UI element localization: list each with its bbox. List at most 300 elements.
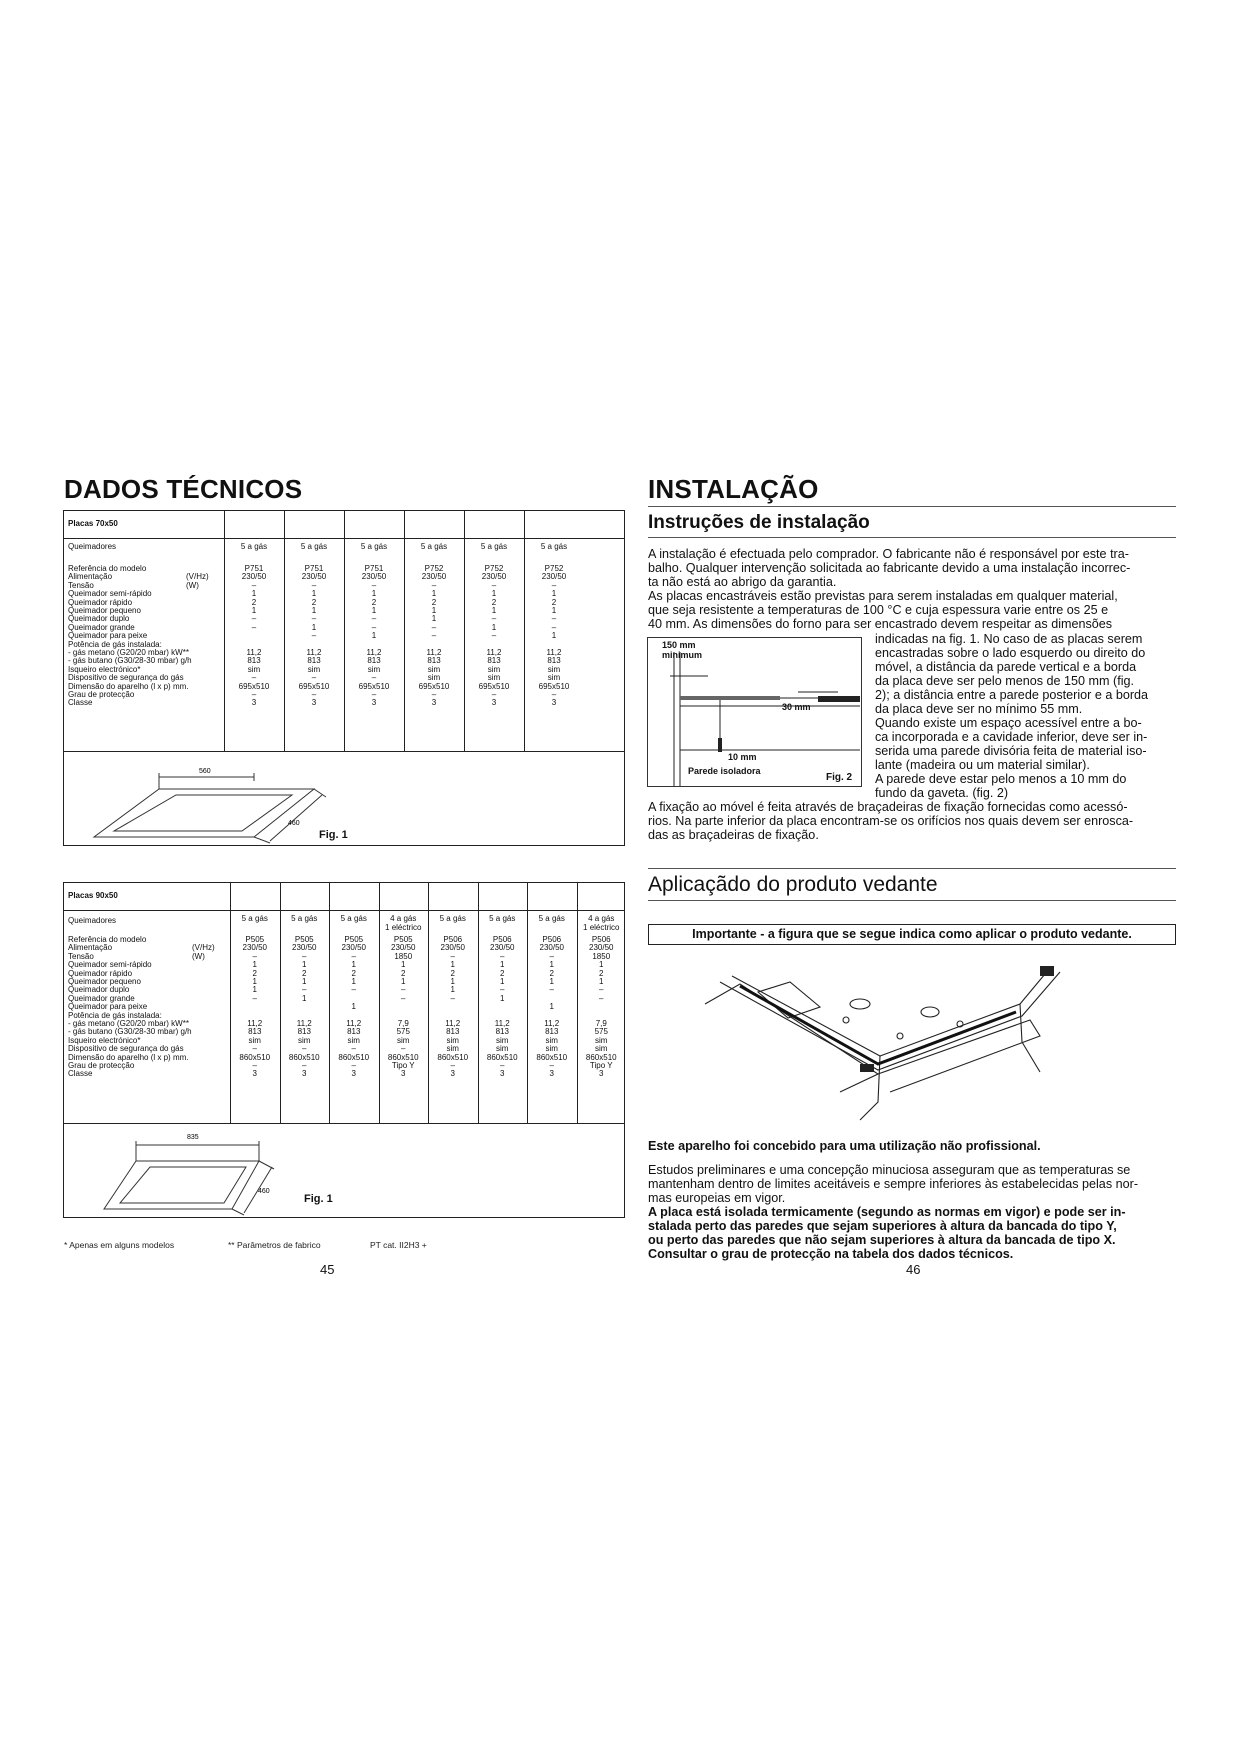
table-cell: 1 [252,977,257,986]
page-number-right: 46 [906,1262,921,1277]
table-cell: sim [427,664,441,674]
row-label: Queimador pequeno [68,606,141,615]
table-cell: – [450,1061,455,1070]
table-cell: 1 [252,960,257,970]
table-cell: 1 [599,960,604,970]
table-cell: 230/50 [490,943,515,953]
table-cell: Tipo Y [391,1061,415,1070]
table-cell: 1 [500,993,505,1003]
table-cell: sim [347,1035,360,1045]
important-note-box: Importante - a figura que se segue indica como aplicar o produto vedante. [648,924,1176,945]
table-cell: P505 [245,935,265,944]
dim-835: 835 [187,1134,199,1141]
page-number-left: 45 [320,1262,335,1277]
table-cell: sim [547,664,561,674]
text-line: Consultar o grau de protecção na tabela dos dados técnicos. [648,1247,1014,1261]
table-cell: 3 [500,1069,505,1079]
text-line: lante (madeira ou um material similar). [875,758,1090,772]
table-cell: 230/50 [361,572,387,582]
table-cell: – [311,614,317,624]
table-cell: 1 [302,993,307,1003]
text-line: Estudos preliminares e uma concepção minuciosa asseguram que as temperaturas se [648,1163,1131,1177]
fig1-label: Fig. 1 [304,1193,333,1205]
table-cell: 230/50 [301,572,327,582]
table-cell: – [351,1044,356,1054]
table-cell: – [252,951,257,961]
fig2-label-30mm: 30 mm [782,702,811,712]
table-cell: 1 [450,985,455,995]
column-header: 5 a gás [241,914,268,923]
table-cell: 230/50 [341,943,366,953]
unit-label: (W) [186,580,199,590]
row-label: Grau de protecção [68,690,135,699]
table-cell: – [252,1044,257,1054]
table-cell: sim [247,664,261,674]
table-cell: P752 [544,564,564,573]
row-label: Queimador grande [68,622,135,632]
table-cell: 3 [551,698,557,708]
table-cell: – [351,951,356,961]
text-line: mantenham dentro de limites aceitáveis e sempre inferiores às estabelecidas pelas nor- [648,1177,1139,1191]
table-cell: – [351,985,356,995]
table-cell: 3 [351,1069,356,1079]
table-cell: – [371,580,377,590]
table-cell: – [500,985,505,995]
table-cell: 230/50 [421,572,447,582]
table-cell: 7,9 [595,1019,607,1028]
unit-label: (V/Hz) [186,572,209,582]
table-cell: 2 [251,597,257,607]
text-line: mas europeias em vigor. [648,1191,786,1205]
text-line: balho. Qualquer intervenção solicitada ao fabricante devido a uma instalação incorrec- [648,561,1131,575]
table-cell: sim [545,1044,558,1054]
table-cell: 2 [371,597,377,607]
table-cell: 230/50 [589,943,614,953]
text-line: serida uma parede divisória feita de material iso- [875,744,1147,758]
table-cell: 1 [311,606,317,615]
table-cell: 575 [396,1027,410,1037]
table-cell: 230/50 [481,572,507,582]
text-line: ou perto das paredes que não sejam superiores à altura da bancada de tipo X. [648,1233,1116,1247]
text-line: A placa está isolada termicamente (segundo as normas em vigor) e pode ser in- [648,1205,1126,1219]
table-cell: 1 [252,985,257,995]
non-professional-note: Este aparelho foi concebido para uma utilização não profissional. [648,1139,1041,1153]
row-label: Grau de protecção [68,1061,135,1070]
table-cell: – [311,631,317,641]
table-cell: 11,2 [486,648,502,657]
table-cell: 860x510 [486,1052,518,1062]
fig2-label-150mm: 150 mm [662,640,696,650]
table-cell: – [251,622,257,632]
table-cell: sim [307,664,321,674]
fig2-label: Fig. 2 [826,772,853,783]
table-cell: 1 [401,977,406,986]
side-paragraph [875,632,1178,800]
table-cell: sim [595,1044,608,1054]
column-header: 5 a gás [439,914,466,923]
row-label: Isqueiro electrónico* [68,664,141,674]
table-cell: – [371,614,377,624]
column-header: 5 a gás [360,542,388,551]
column-header: 5 a gás [540,542,568,551]
row-label: Queimador para peixe [68,1002,148,1012]
row-label: Queimador duplo [68,985,130,995]
table-cell: 11,2 [296,1019,312,1028]
table-cell: – [302,1044,307,1054]
table-cell: 1 [371,589,377,599]
column-header: 5 a gás [489,914,516,923]
table-cell: 11,2 [494,1019,510,1028]
table-cell: – [311,690,317,699]
table-cell: – [549,1061,554,1070]
row-label: Potência de gás instalada: [68,1010,162,1020]
table-cell: P506 [591,935,611,944]
table-cell: – [450,951,455,961]
table-cell: 3 [491,698,497,708]
table-cell: – [401,1044,406,1054]
row-label: Classe [68,1069,93,1079]
row-label: Queimador rápido [68,597,133,607]
table-cell: 860x510 [239,1052,271,1062]
table-cell: – [371,690,377,699]
table-cell: 3 [401,1069,406,1079]
table-cell: – [450,993,455,1003]
table-cell: – [549,951,554,961]
table-cell: 1 [302,960,307,970]
table-cell: – [401,993,406,1003]
dim-460: 460 [258,1188,270,1195]
table-cell: 1 [549,977,554,986]
page-title-dados-tecnicos: DADOS TÉCNICOS [64,474,303,504]
table-cell: 2 [431,597,437,607]
table-cell: – [351,1061,356,1070]
table-cell: 2 [302,968,307,978]
table-cell: – [251,673,257,683]
table-cell: 1 [431,589,437,599]
table-cell: sim [545,1035,558,1045]
table-cell: 1 [599,977,604,986]
text-line: A fixação ao móvel é feita através de braçadeiras de fixação fornecidas como acessó- [648,800,1128,814]
table-cell: – [491,631,497,641]
text-line: stalada perto das paredes que sejam superiores à altura da bancada do tipo Y, [648,1219,1117,1233]
fig1-outline-drawing-90 [64,1123,624,1217]
row-label: Queimador grande [68,993,135,1003]
table-cell: 695x510 [298,681,330,691]
table-cell: 860x510 [387,1052,419,1062]
table-cell: 1 [311,622,317,632]
column-header: 5 a gás [340,914,367,923]
table-cell: sim [496,1035,509,1045]
fig2-label-parede: Parede isoladora [688,766,761,776]
table-cell: 1850 [592,951,611,961]
table-cell: 2 [311,597,317,607]
table-cell: sim [547,673,561,683]
dim-460: 460 [288,820,300,827]
table-cell: 3 [302,1069,307,1079]
fig2-label-minimum: minimum [662,650,703,660]
table-cell: – [302,1061,307,1070]
queimadores-label: Queimadores [68,542,117,551]
table-cell: P751 [244,564,264,573]
table-cell: sim [487,673,501,683]
table-cell: 230/50 [241,572,267,582]
table-cell: – [551,622,557,632]
table-cell: 2 [549,968,554,978]
fixing-paragraph [648,800,1178,842]
unit-label: (W) [192,951,205,961]
table-cell: sim [595,1035,608,1045]
text-line: encastradas sobre o lado esquerdo ou direito do [875,646,1146,660]
table-cell: – [251,580,257,590]
spec-table-90x50 [63,882,625,1218]
thermal-insulation-paragraph [648,1205,1178,1261]
table-cell: – [431,580,437,590]
table-cell: 695x510 [538,681,570,691]
row-label: Dispositivo de segurança do gás [68,673,184,683]
table-cell: 7,9 [397,1019,409,1028]
table-cell: 1 [500,960,505,970]
table-cell: 1 [491,589,497,599]
table-cell: – [311,580,317,590]
text-line: ca incorporada e a cavidade inferior, deve ser in- [875,730,1148,744]
section-title-vedante: Aplicaçãdo do produto vedante [648,873,938,896]
unit-label: (V/Hz) [192,943,215,953]
text-line: 40 mm. As dimensões do forno para ser encastrado devem respeitar as dimensões [648,617,1113,631]
table-cell: 2 [401,968,406,978]
table-cell: 860x510 [536,1052,568,1062]
table-cell: 3 [549,1069,554,1079]
table-cell: – [549,985,554,995]
table-cell: 813 [297,1027,311,1037]
table-cell: – [551,580,557,590]
table-cell: 1 [371,606,377,615]
table-cell: P506 [542,935,562,944]
table-cell: 813 [347,1027,361,1037]
table-cell: 1 [450,977,455,986]
table-cell: – [302,951,307,961]
table-cell: 813 [446,1027,460,1037]
table-cell: 813 [547,656,561,666]
table-cell: 813 [545,1027,559,1037]
table-cell: 1 [491,622,497,632]
table-cell: 11,2 [306,648,322,657]
table-cell: 3 [431,698,437,708]
text-line: 2); a distância entre a parede posterior e a borda [875,688,1149,702]
table-cell: 230/50 [539,943,564,953]
table-cell: – [431,690,437,699]
column-header-sub: 1 eléctrico [583,923,620,932]
row-label: - gás metano (G20/20 mbar) kW** [68,1019,189,1028]
dim-560: 560 [199,768,211,775]
spec-table-70x50 [63,510,625,846]
table-cell: – [599,993,604,1003]
text-line: da placa deve ser pelo menos de 150 mm (fig. [875,674,1135,688]
footnote-parametros: ** Parâmetros de fabrico [228,1240,321,1250]
table-cell: 813 [427,656,441,666]
table-cell: P752 [484,564,504,573]
table-cell: 230/50 [292,943,317,953]
column-header: 4 a gás [588,914,615,923]
table-cell: – [500,951,505,961]
row-label: Tensão [68,951,94,961]
table-cell: – [599,985,604,995]
row-label: Dimensão do aparelho (l x p) mm. [68,1052,189,1062]
table-cell: 11,2 [544,1019,560,1028]
queimadores-label: Queimadores [68,916,117,925]
table-cell: 695x510 [238,681,270,691]
fig1-label: Fig. 1 [319,829,348,841]
table-cell: 860x510 [585,1052,617,1062]
table-cell: – [252,1061,257,1070]
table-cell: – [251,614,257,624]
table-cell: 695x510 [478,681,510,691]
row-label: Queimador pequeno [68,977,141,986]
column-header: 5 a gás [420,542,448,551]
table-cell: 1 [311,589,317,599]
row-label: Alimentação [68,572,113,582]
text-line: das as braçadeiras de fixação. [648,828,819,842]
table-cell: 813 [495,1027,509,1037]
table-cell: 1 [500,977,505,986]
table-cell: 2 [252,968,257,978]
studies-paragraph [648,1163,1178,1205]
table-cell: 11,2 [426,648,442,657]
table-cell: 1 [351,977,356,986]
column-header: 5 a gás [300,542,328,551]
table-cell: 1 [431,614,437,624]
row-label: Referência do modelo [68,564,147,573]
row-label: Classe [68,698,93,708]
row-label: - gás butano (G30/28-30 mbar) g/h [68,656,192,666]
column-header: 5 a gás [480,542,508,551]
table-cell: 3 [371,698,377,708]
table-cell: 860x510 [338,1052,370,1062]
text-line: móvel, a distância da parede vertical e a borda [875,660,1137,674]
column-header: 5 a gás [538,914,565,923]
table-cell: sim [397,1035,410,1045]
table-cell: 2 [500,968,505,978]
text-line: que seja resistente a temperaturas de 100 °C e cuja espessura varie entre os 25 e [648,603,1109,617]
text-line: fundo da gaveta. (fig. 2) [875,786,1009,800]
table-cell: – [302,985,307,995]
table-cell: 813 [307,656,321,666]
text-line: rios. Na parte inferior da placa encontram-se os orifícios nos quais devem ser enrosca- [648,814,1134,828]
table-cell: 11,2 [246,648,262,657]
text-line: ta não está ao abrigo da garantia. [648,575,837,589]
table-cell: – [311,673,317,683]
table-cell: 1 [491,606,497,615]
row-label: - gás metano (G20/20 mbar) kW** [68,648,189,657]
table-title: Placas 70x50 [68,519,118,528]
table-cell: – [431,622,437,632]
table-cell: – [500,1061,505,1070]
table-cell: sim [298,1035,311,1045]
installation-paragraph [648,547,1178,631]
row-label: - gás butano (G30/28-30 mbar) g/h [68,1027,192,1037]
table-cell: 1 [551,589,557,599]
column-header: 4 a gás [390,914,417,923]
table-cell: sim [367,664,381,674]
table-cell: 860x510 [288,1052,320,1062]
footnote-categoria: PT cat. II2H3 + [370,1240,427,1250]
column-header: 5 a gás [240,542,268,551]
table-cell: P505 [393,935,413,944]
table-cell: P751 [364,564,384,573]
column-header: 5 a gás [291,914,318,923]
table-cell: sim [248,1035,261,1045]
table-cell: – [491,580,497,590]
table-cell: sim [446,1035,459,1045]
fig2-diagram [647,637,862,787]
table-cell: 3 [311,698,317,708]
text-line: A instalação é efectuada pelo comprador. O fabricante não é responsável por este tra- [648,547,1129,561]
table-cell: 11,2 [546,648,562,657]
table-cell: 575 [594,1027,608,1037]
text-line: indicadas na fig. 1. No caso de as placas serem [875,632,1143,646]
table-cell: sim [427,673,441,683]
table-cell: 695x510 [358,681,390,691]
table-cell: 2 [599,968,604,978]
row-label: Queimador semi-rápido [68,589,152,599]
section-title-instrucoes: Instruções de instalação [648,512,870,533]
row-label: Queimador para peixe [68,631,148,641]
table-cell: – [431,631,437,641]
table-cell: P505 [344,935,364,944]
table-cell: 1 [551,631,557,641]
table-cell: 1 [549,960,554,970]
table-cell: 860x510 [437,1052,469,1062]
table-cell: 11,2 [346,1019,362,1028]
table-cell: – [371,622,377,632]
table-cell: 813 [367,656,381,666]
table-cell: 230/50 [242,943,267,953]
table-cell: 230/50 [440,943,465,953]
row-label: Dimensão do aparelho (l x p) mm. [68,681,189,691]
table-cell: sim [446,1044,459,1054]
row-label: Isqueiro electrónico* [68,1035,141,1045]
table-cell: 11,2 [366,648,382,657]
sealant-application-drawing [700,952,1120,1122]
page-title-instalacao: INSTALAÇÃO [648,474,819,504]
table-cell: 813 [248,1027,262,1037]
row-label: Referência do modelo [68,935,147,944]
table-cell: 2 [351,968,356,978]
table-cell: 230/50 [391,943,416,953]
table-cell: 11,2 [247,1019,263,1028]
table-cell: – [551,690,557,699]
row-label: Queimador duplo [68,614,130,624]
table-cell: 3 [252,1069,257,1079]
table-cell: 813 [247,656,261,666]
table-title: Placas 90x50 [68,891,118,900]
table-cell: sim [496,1044,509,1054]
table-cell: – [551,614,557,624]
row-label: Potência de gás instalada: [68,639,162,649]
text-line: da placa deve ser no mínimo 55 mm. [875,702,1083,716]
table-cell: – [491,614,497,624]
text-line: A parede deve estar pelo menos a 10 mm do [875,772,1127,786]
text-line: Quando existe um espaço acessível entre a bo- [875,716,1142,730]
table-cell: 1 [401,960,406,970]
table-cell: 1 [251,589,257,599]
table-cell: 11,2 [445,1019,461,1028]
table-cell: – [252,993,257,1003]
footnote-alguns-modelos: * Apenas em alguns modelos [64,1240,175,1250]
table-cell: 1 [549,1002,554,1012]
row-label: Tensão [68,580,94,590]
table-cell: 1 [431,606,437,615]
table-cell: – [491,690,497,699]
